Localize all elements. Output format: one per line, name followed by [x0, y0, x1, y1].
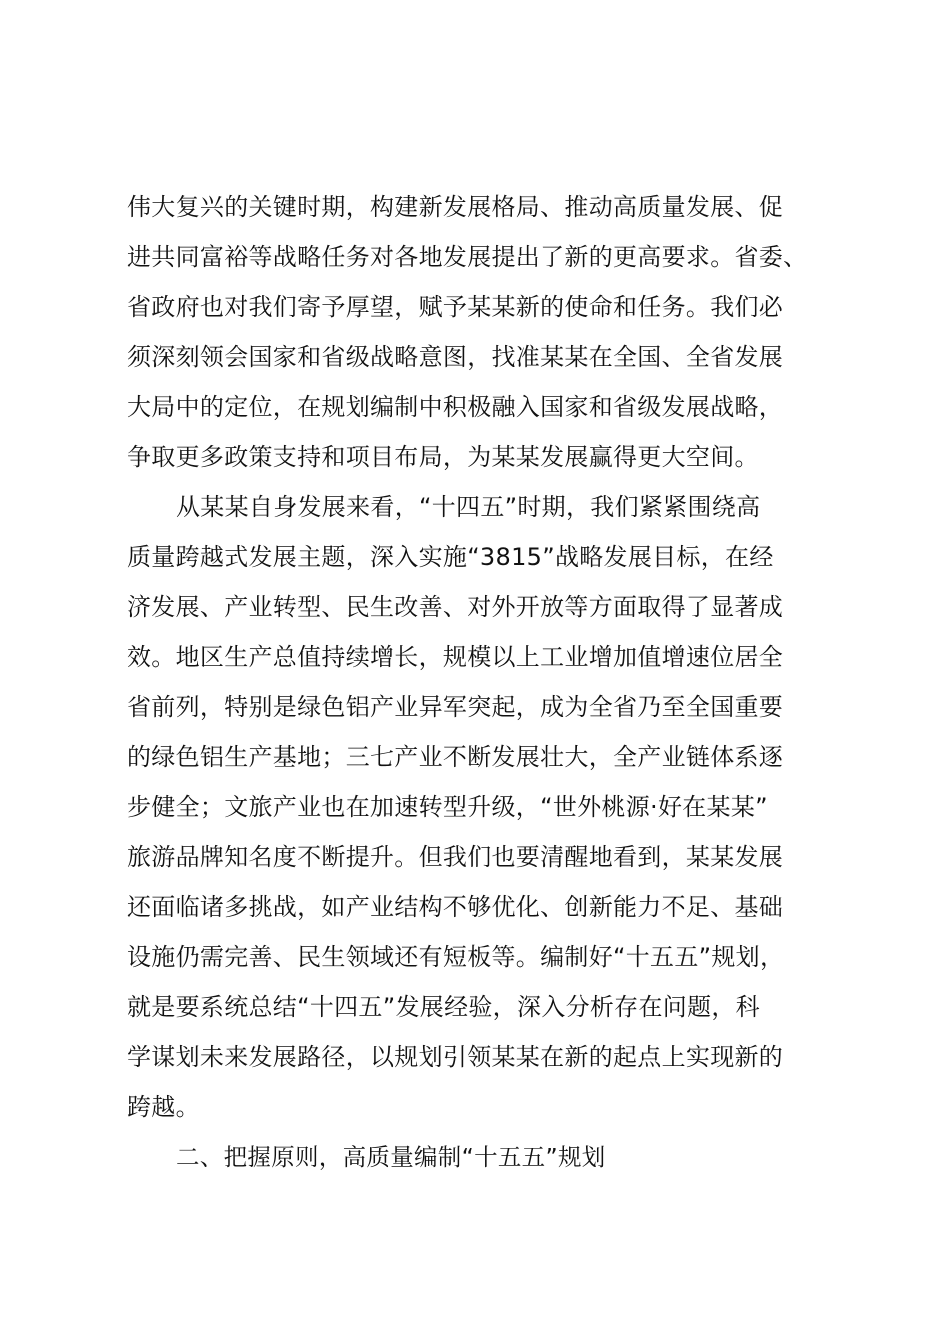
- paragraph-2-line-10: 设施仍需完善、民生领域还有短板等。编制好“十五五”规划，: [127, 943, 785, 971]
- paragraph-2-line-9: 还面临诸多挑战，如产业结构不够优化、创新能力不足、基础: [127, 893, 784, 921]
- paragraph-2-line-12: 学谋划未来发展路径，以规划引领某某在新的起点上实现新的: [127, 1043, 784, 1071]
- paragraph-2-line-4: 效。地区生产总值持续增长，规模以上工业增加值增速位居全: [127, 643, 784, 671]
- paragraph-1-line-2: 进共同富裕等战略任务对各地发展提出了新的更高要求。省委、: [127, 243, 808, 271]
- paragraph-1-line-4: 须深刻领会国家和省级战略意图，找准某某在全国、全省发展: [127, 343, 784, 371]
- paragraph-2-line-13: 跨越。: [127, 1093, 200, 1121]
- section-heading: 二、把握原则，高质量编制“十五五”规划: [176, 1143, 606, 1171]
- paragraph-2-line-3: 济发展、产业转型、民生改善、对外开放等方面取得了显著成: [127, 593, 784, 621]
- paragraph-2-line-8: 旅游品牌知名度不断提升。但我们也要清醒地看到，某某发展: [127, 843, 784, 871]
- paragraph-1-line-3: 省政府也对我们寄予厚望，赋予某某新的使命和任务。我们必: [127, 293, 784, 321]
- paragraph-1-line-1: 伟大复兴的关键时期，构建新发展格局、推动高质量发展、促: [127, 193, 784, 221]
- paragraph-2-line-6: 的绿色铝生产基地；三七产业不断发展壮大，全产业链体系逐: [127, 743, 784, 771]
- paragraph-2-line-5: 省前列，特别是绿色铝产业异军突起，成为全省乃至全国重要: [127, 693, 784, 721]
- paragraph-2-line-2: 质量跨越式发展主题，深入实施“3815”战略发展目标，在经: [127, 543, 774, 571]
- paragraph-2-line-1: 从某某自身发展来看，“十四五”时期，我们紧紧围绕高: [176, 493, 761, 521]
- paragraph-1-line-5: 大局中的定位，在规划编制中积极融入国家和省级发展战略，: [127, 393, 784, 421]
- paragraph-2-line-11: 就是要系统总结“十四五”发展经验，深入分析存在问题，科: [127, 993, 760, 1021]
- paragraph-1-line-6: 争取更多政策支持和项目布局，为某某发展赢得更大空间。: [127, 443, 759, 471]
- paragraph-2-line-7: 步健全；文旅产业也在加速转型升级，“世外桃源·好在某某”: [127, 793, 768, 821]
